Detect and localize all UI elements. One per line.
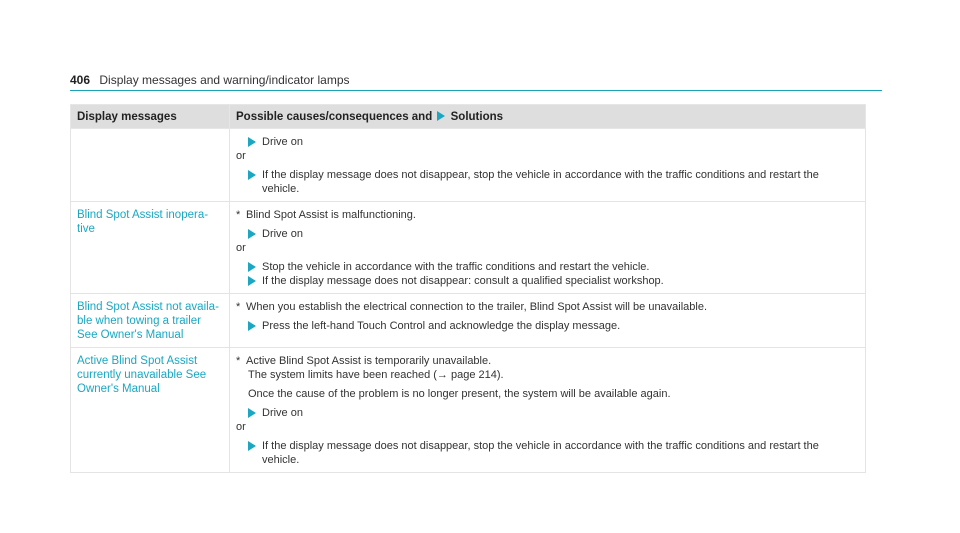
message-cell-empty <box>71 129 230 202</box>
table-row <box>71 202 866 294</box>
table-row <box>71 348 866 473</box>
or-text: or <box>236 421 246 433</box>
cause-text: * Blind Spot Assist is malfunctioning. <box>236 209 416 221</box>
solution-cell <box>230 129 866 202</box>
column-header-solutions-text: Solutions <box>450 110 504 123</box>
note-text: Once the cause of the problem is no longer present, the system will be available again. <box>248 388 671 400</box>
arrow-right-icon <box>248 229 256 239</box>
note-text: The system limits have been reached (→ page 214). <box>248 369 504 381</box>
or-text: or <box>236 150 246 162</box>
cause-text: * Active Blind Spot Assist is temporarily unavailable. <box>236 355 492 367</box>
column-header-display-messages: Display messages <box>71 105 230 129</box>
solution-step: If the display message does not disappear, stop the vehicle in accordance with the traffic conditions and restart the vehicle. <box>236 439 859 467</box>
solution-step: If the display message does not disappear, stop the vehicle in accordance with the traffic conditions and restart the vehicle. <box>236 168 859 196</box>
page-header <box>70 73 350 87</box>
arrow-right-icon <box>248 321 256 331</box>
table-row <box>71 294 866 348</box>
message-cell: Blind Spot Assist not availa- ble when towing a trailer See Owner's Manual <box>71 294 230 348</box>
arrow-right-icon <box>437 111 445 121</box>
solution-cell <box>230 202 866 294</box>
solution-step: Drive on <box>236 135 859 149</box>
header-divider <box>70 90 882 91</box>
column-header-causes-solutions <box>230 105 866 129</box>
arrow-right-icon <box>248 170 256 180</box>
arrow-right-icon <box>248 408 256 418</box>
display-messages-table <box>70 104 866 473</box>
solution-step: Press the left-hand Touch Control and acknowledge the display message. <box>236 319 859 333</box>
solution-step: Stop the vehicle in accordance with the traffic conditions and restart the vehicle. <box>236 260 859 274</box>
solution-step: Drive on <box>236 227 859 241</box>
solution-step: If the display message does not disappear: consult a qualified specialist workshop. <box>236 274 859 288</box>
column-header-causes-text: Possible causes/consequences and <box>236 110 433 123</box>
solution-step: Drive on <box>236 406 859 420</box>
solution-cell <box>230 348 866 473</box>
page-title: Display messages and warning/indicator lamps <box>99 73 350 87</box>
message-cell: Blind Spot Assist inopera- tive <box>71 202 230 294</box>
solution-cell <box>230 294 866 348</box>
arrow-right-icon <box>248 276 256 286</box>
message-cell: Active Blind Spot Assist currently unavailable See Owner's Manual <box>71 348 230 473</box>
cause-text: * When you establish the electrical connection to the trailer, Blind Spot Assist will be unavailable. <box>236 301 708 313</box>
or-text: or <box>236 242 246 254</box>
arrow-right-icon <box>248 137 256 147</box>
arrow-right-icon <box>248 441 256 451</box>
table-header-row <box>71 105 866 129</box>
arrow-right-icon <box>248 262 256 272</box>
page-number: 406 <box>70 73 91 87</box>
table-row <box>71 129 866 202</box>
